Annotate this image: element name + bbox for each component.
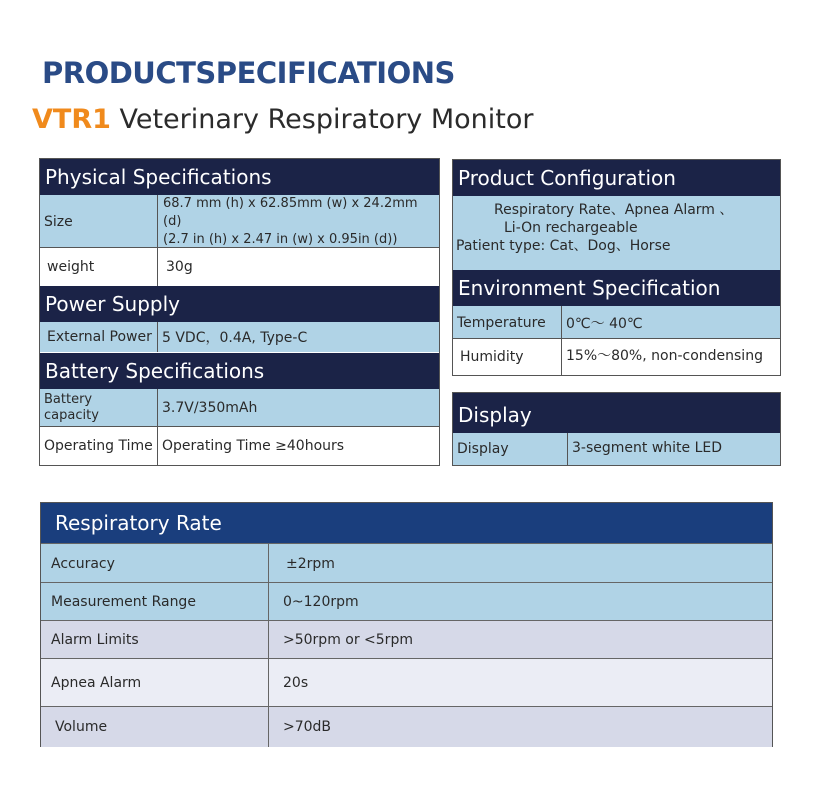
operating-time-label: Operating Time bbox=[44, 438, 153, 454]
config-line2: Li-On rechargeable bbox=[504, 220, 638, 236]
humidity-value: 15%～80%, non-condensing bbox=[566, 348, 763, 364]
row-value: 0~120rpm bbox=[283, 594, 359, 610]
display-header: Display bbox=[453, 393, 780, 433]
configuration-row bbox=[453, 196, 780, 270]
size-row bbox=[40, 195, 439, 248]
table-row bbox=[41, 658, 772, 707]
display-panel bbox=[452, 392, 781, 466]
environment-specification-header: Environment Specification bbox=[453, 270, 780, 306]
row-value: 20s bbox=[283, 675, 309, 691]
display-value: 3-segment white LED bbox=[572, 440, 723, 456]
weight-value: 30g bbox=[166, 259, 193, 275]
row-label: Volume bbox=[55, 719, 108, 735]
left-spec-panel bbox=[39, 158, 440, 466]
size-label: Size bbox=[44, 213, 73, 230]
humidity-label: Humidity bbox=[460, 349, 524, 365]
battery-capacity-value: 3.7V/350mAh bbox=[162, 400, 258, 416]
table-row bbox=[41, 706, 772, 747]
external-power-row bbox=[40, 322, 439, 352]
battery-specifications-header: Battery Specifications bbox=[40, 353, 439, 389]
battery-capacity-label: Battery capacity bbox=[44, 392, 99, 423]
temperature-label: Temperature bbox=[457, 314, 546, 331]
row-label: Measurement Range bbox=[51, 594, 196, 610]
external-power-label: External Power bbox=[47, 329, 152, 345]
size-value-line1: 68.7 mm (h) x 62.85mm (w) x 24.2mm (d) bbox=[163, 195, 418, 229]
config-line1: Respiratory Rate、Apnea Alarm 、 bbox=[494, 202, 734, 218]
table-row bbox=[41, 582, 772, 621]
model-name: VTR1 bbox=[32, 104, 111, 135]
row-value: >50rpm or <5rpm bbox=[283, 632, 413, 648]
product-configuration-header: Product Configuration bbox=[453, 160, 780, 196]
row-value: >70dB bbox=[283, 719, 332, 735]
row-value: ±2rpm bbox=[286, 555, 335, 572]
display-label: Display bbox=[457, 441, 509, 457]
operating-time-value: Operating Time ≥40hours bbox=[162, 438, 345, 454]
external-power-value: 5 VDC，0.4A, Type-C bbox=[162, 330, 308, 346]
right-spec-panel bbox=[452, 159, 781, 376]
size-value-line2: (2.7 in (h) x 2.47 in (w) x 0.95in (d)) bbox=[163, 231, 398, 247]
product-name: Veterinary Respiratory Monitor bbox=[119, 104, 534, 135]
humidity-row bbox=[453, 339, 780, 375]
weight-label: weight bbox=[47, 259, 95, 275]
product-title bbox=[32, 104, 534, 135]
respiratory-rate-header: Respiratory Rate bbox=[41, 503, 772, 543]
display-row bbox=[453, 433, 780, 465]
page-title: PRODUCTSPECIFICATIONS bbox=[42, 56, 455, 90]
temperature-row bbox=[453, 306, 780, 339]
table-row bbox=[41, 620, 772, 659]
row-label: Accuracy bbox=[51, 555, 115, 572]
operating-time-row bbox=[40, 427, 439, 465]
row-label: Alarm Limits bbox=[51, 632, 139, 648]
respiratory-rate-table bbox=[40, 502, 773, 747]
temperature-value: 0℃～ 40℃ bbox=[566, 315, 643, 332]
battery-capacity-row bbox=[40, 389, 439, 427]
config-line3: Patient type: Cat、Dog、Horse bbox=[456, 238, 671, 254]
size-value bbox=[163, 195, 439, 248]
power-supply-header: Power Supply bbox=[40, 286, 439, 322]
table-row bbox=[41, 543, 772, 583]
row-label: Apnea Alarm bbox=[51, 675, 142, 691]
physical-specifications-header: Physical Specifications bbox=[40, 159, 439, 195]
weight-row bbox=[40, 248, 439, 286]
